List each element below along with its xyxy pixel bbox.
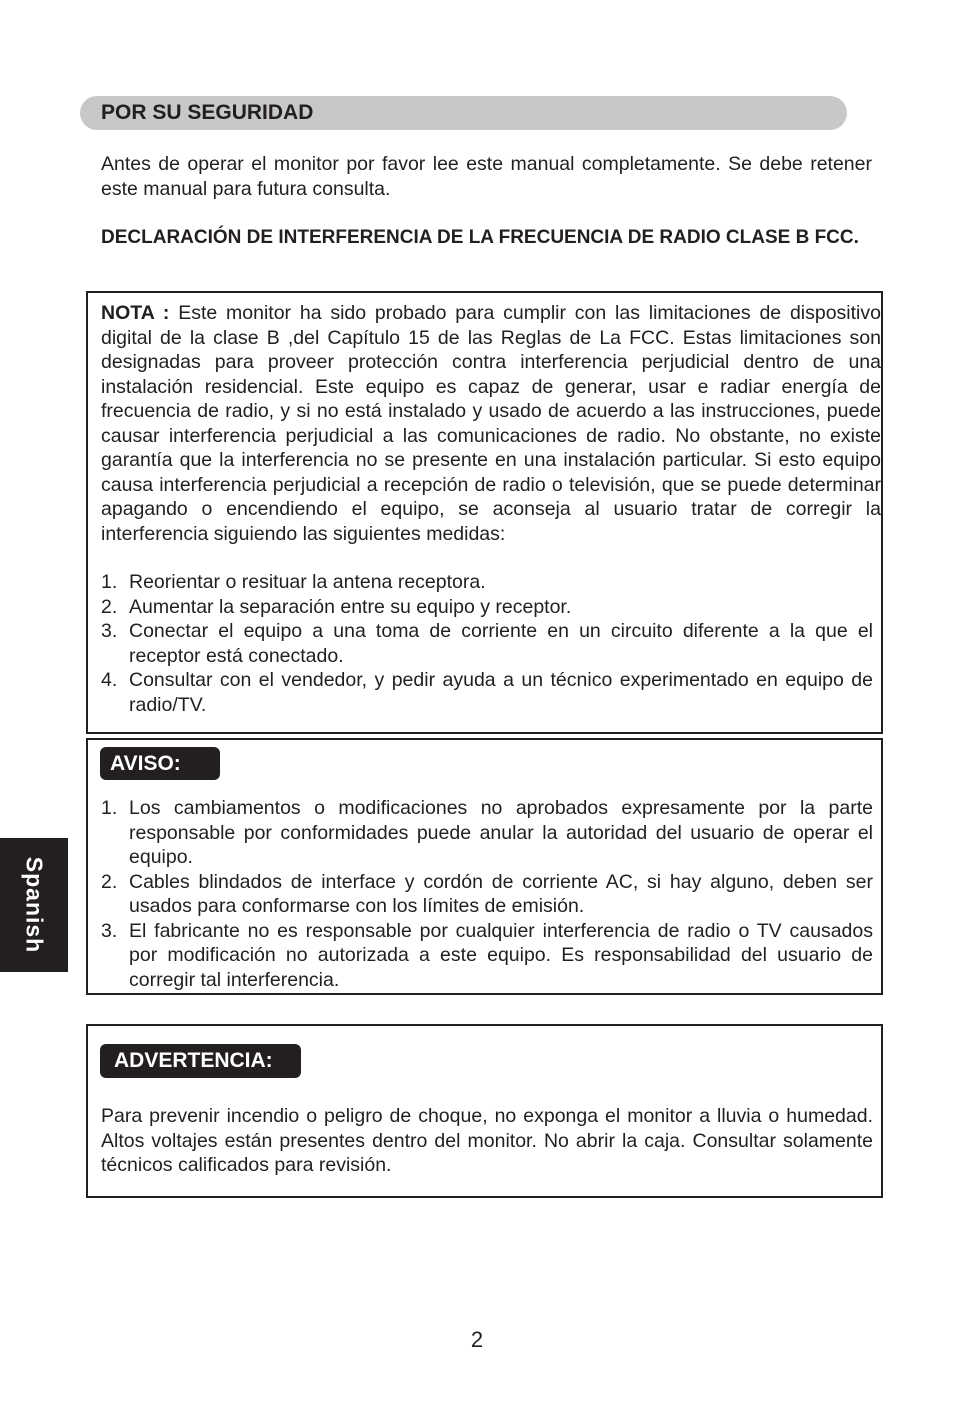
list-item	[101, 668, 873, 717]
nota-list	[101, 570, 873, 717]
intro-paragraph: Antes de operar el monitor por favor lee este manual completamente. Se debe retener este manual para futura consulta.	[101, 153, 872, 200]
nota-text: Este monitor ha sido probado para cumplir con las limitaciones de dispositivo digital de la clase B ,del Capítulo 15 de las Reglas de La FCC. Estas limitaciones son designadas para proveer protección contra interferencia perjudicial dentro de una instalación residencial. Este equipo es capaz de generar, usar e radiar energía de frecuencia de radio, y si no está instalado y usado de acuerdo a las instrucciones, puede causar interferencia perjudicial a las comunicaciones de radio. No obstante, no existe garantía que la interferencia no se presente en una instalación particular. Si esto equipo causa interferencia perjudicial a recepción de radio o televisión, que se puede determinar apagando o encendiendo el equipo, se aconseja al usuario tratar de corregir la interferencia siguiendo las siguientes medidas:	[101, 302, 881, 545]
advertencia-label: ADVERTENCIA:	[100, 1044, 301, 1078]
list-item-text: El fabricante no es responsable por cualquier interferencia de radio o TV causados por modificación no autorizada a este equipo. Es responsabilidad del usuario de corregir tal interferencia.	[129, 919, 873, 991]
list-item	[101, 796, 873, 870]
list-item-number: 3.	[101, 620, 118, 642]
nota-box	[86, 291, 883, 734]
list-item	[101, 870, 873, 919]
nota-label: NOTA :	[101, 302, 170, 324]
section-title: POR SU SEGURIDAD	[101, 101, 314, 124]
list-item-text: Reorientar o resituar la antena receptora.	[129, 571, 486, 593]
list-item-number: 4.	[101, 669, 118, 691]
list-item-number: 2.	[101, 595, 118, 618]
aviso-label: AVISO:	[100, 747, 220, 780]
section-header-bar	[80, 96, 847, 130]
language-label: Spanish	[21, 856, 48, 954]
list-item-text: Aumentar la separación entre su equipo y receptor.	[129, 595, 572, 618]
advertencia-text: Para prevenir incendio o peligro de choque, no exponga el monitor a lluvia o humedad. Altos voltajes están presentes dentro del monitor. No abrir la caja. Consultar solamente técnicos calificados para revisión.	[101, 1105, 873, 1176]
page-number: 2	[470, 1327, 484, 1352]
fcc-heading: DECLARACIÓN DE INTERFERENCIA DE LA FRECUENCIA DE RADIO CLASE B FCC.	[101, 227, 859, 248]
list-item-text: Consultar con el vendedor, y pedir ayuda a un técnico experimentado en equipo de radio/TV.	[129, 669, 873, 716]
list-item-text: Los cambiamentos o modificaciones no aprobados expresamente por la parte responsable por conformidades puede anular la autoridad del usuario de operar el equipo.	[129, 797, 873, 868]
list-item-number: 3.	[101, 919, 118, 942]
advertencia-box	[86, 1024, 883, 1198]
list-item-number: 2.	[101, 870, 118, 893]
nota-paragraph	[101, 301, 881, 546]
list-item-number: 1.	[101, 797, 118, 819]
list-item-number: 1.	[101, 571, 118, 593]
language-side-tab	[0, 838, 68, 972]
list-item	[101, 919, 873, 993]
list-item-text: Cables blindados de interface y cordón de corriente AC, si hay alguno, deben ser usados para conformarse con los límites de emisión.	[129, 870, 873, 917]
list-item-text: Conectar el equipo a una toma de corriente en un circuito diferente a la que el receptor está conectado.	[129, 620, 873, 667]
list-item	[101, 570, 873, 595]
list-item	[101, 595, 873, 620]
aviso-list	[101, 796, 873, 992]
list-item	[101, 619, 873, 668]
aviso-box	[86, 738, 883, 995]
